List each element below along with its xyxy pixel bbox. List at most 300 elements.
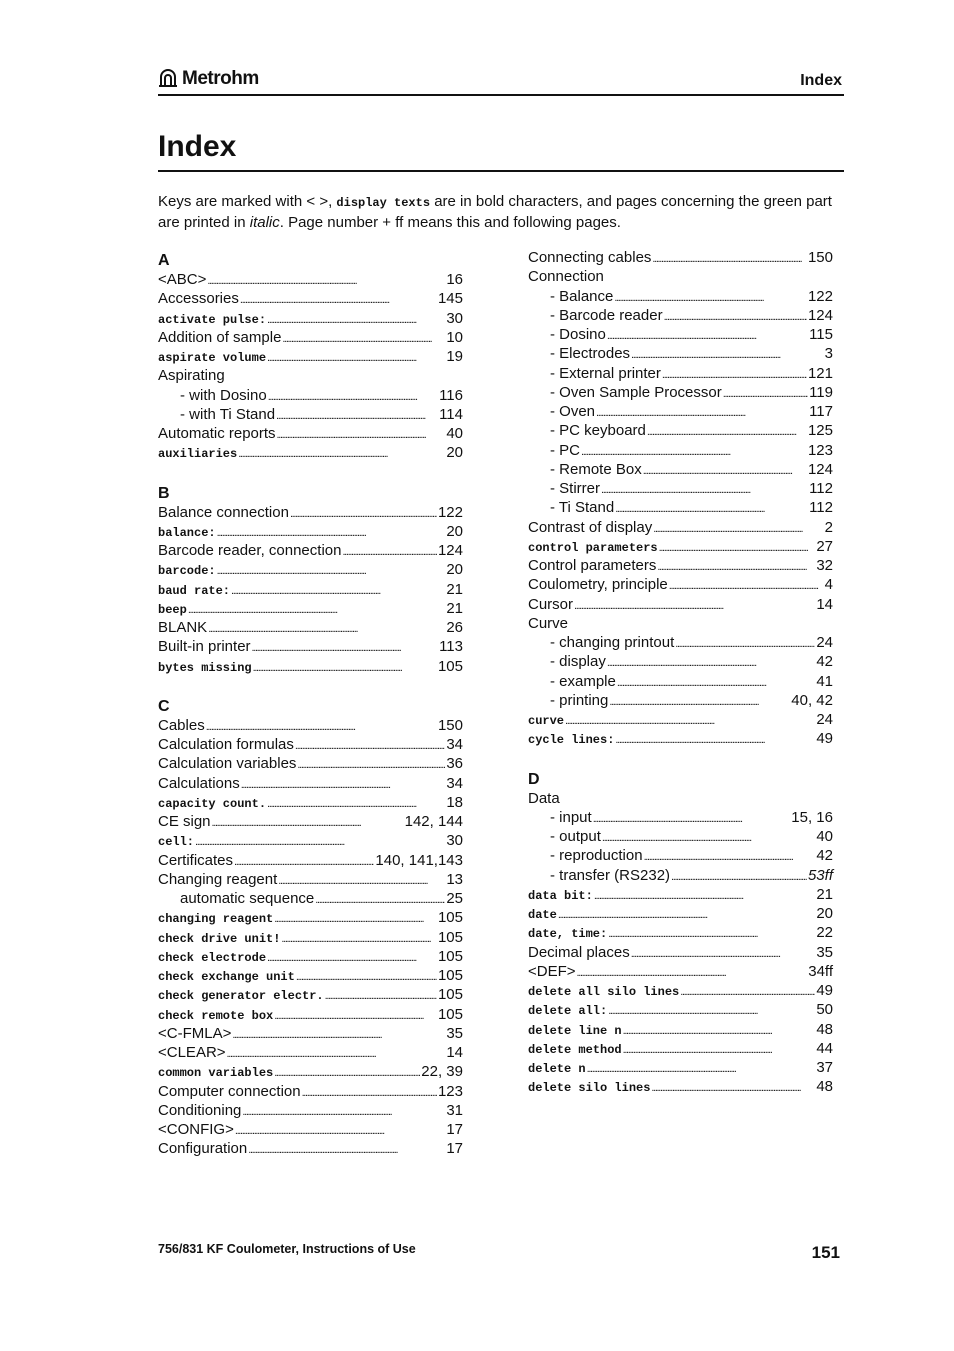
dot-leader: [608, 1001, 815, 1018]
entry-label: Certificates: [158, 851, 234, 869]
entry-page: 34: [446, 736, 463, 753]
entry-label: - printing: [550, 691, 609, 709]
entry-page: 27: [816, 537, 833, 555]
entry-label: delete all silo lines: [528, 985, 680, 999]
entry-label: balance:: [158, 525, 216, 540]
dot-leader: [267, 348, 445, 365]
page-title: Index: [158, 130, 844, 172]
entry-page: 49: [816, 730, 833, 748]
entry-page: 25: [446, 890, 463, 907]
entry-label: date, time:: [528, 927, 608, 942]
entry-page: 20: [446, 444, 463, 462]
entry-page: 3: [824, 345, 833, 363]
dot-leader: [601, 480, 808, 497]
entry-label: <ABC>: [158, 271, 207, 288]
index-section: [528, 249, 833, 750]
entry-page: 123: [437, 1082, 463, 1100]
entry-label: - Electrodes: [550, 345, 631, 363]
index-entry: [528, 634, 833, 653]
entry-label: Calculation variables: [158, 755, 297, 773]
index-entry: [528, 1078, 833, 1097]
index-entry: [158, 290, 463, 309]
index-entry: [528, 809, 833, 828]
entry-page: 31: [446, 1101, 463, 1119]
dot-leader: [274, 1006, 437, 1023]
index-entry: [528, 538, 833, 557]
entry-label: - Dosino: [550, 326, 606, 343]
entry-label: - Oven: [550, 403, 596, 420]
index-entry: [158, 813, 463, 832]
index-entry: [528, 365, 833, 384]
dot-leader: [278, 871, 445, 888]
entry-label: check electrode: [158, 950, 267, 965]
entry-page: 22: [816, 924, 833, 942]
dot-leader: [657, 557, 815, 574]
dot-leader: [631, 944, 816, 961]
entry-label: <DEF>: [528, 962, 576, 980]
dot-leader: [238, 444, 445, 461]
dot-leader: [248, 1140, 445, 1157]
entry-label: barcode:: [158, 564, 216, 579]
entry-label: Coulometry, principle: [528, 576, 668, 594]
index-entry: [528, 576, 833, 595]
index-entry: [158, 852, 463, 871]
dot-leader: [647, 422, 807, 439]
index-section: [528, 770, 833, 1098]
dot-leader: [643, 461, 807, 478]
index-entry: [158, 1025, 463, 1044]
entry-page: 105: [437, 947, 463, 965]
index-entry: [528, 615, 833, 634]
entry-label: capacity count.: [158, 796, 267, 811]
index-entry: [528, 519, 833, 538]
section-letter: D: [528, 770, 540, 788]
index-entry: [158, 523, 463, 542]
index-entry: [528, 692, 833, 711]
dot-leader: [659, 538, 816, 555]
entry-label: - Balance: [550, 287, 614, 305]
entry-page: 24: [816, 711, 833, 728]
index-entry: [158, 755, 463, 774]
index-entry: [158, 775, 463, 794]
entry-label: - PC keyboard: [550, 422, 646, 440]
entry-label: - output: [550, 828, 601, 845]
entry-page: 115: [809, 326, 833, 343]
dot-leader: [234, 852, 374, 869]
dot-leader: [593, 809, 791, 826]
index-entry: [158, 600, 463, 619]
index-entry: [528, 1021, 833, 1040]
dot-leader: [565, 711, 815, 728]
dot-leader: [235, 1121, 445, 1138]
index-entry: [158, 387, 463, 406]
dot-leader: [653, 519, 823, 536]
entry-page: 50: [816, 1001, 833, 1019]
dot-leader: [594, 886, 816, 903]
dot-leader: [207, 271, 445, 288]
dot-leader: [242, 1102, 445, 1119]
index-entry: [158, 832, 463, 851]
entry-page: 41: [816, 672, 833, 690]
dot-leader: [602, 828, 815, 845]
entry-label: cycle lines:: [528, 733, 615, 748]
section-letter: A: [158, 252, 170, 269]
entry-page: 15, 16: [791, 808, 833, 826]
entry-label: check exchange unit: [158, 970, 295, 984]
entry-label: Cursor: [528, 595, 574, 613]
entry-label: delete silo lines: [528, 1081, 651, 1096]
index-entry: [528, 326, 833, 345]
entry-page: 124: [807, 460, 833, 478]
dot-leader: [206, 717, 437, 734]
index-entry: [528, 461, 833, 480]
entry-page: 13: [446, 870, 463, 888]
entry-page: 119: [809, 383, 833, 401]
entry-page: 145: [437, 290, 463, 308]
index-section: [158, 484, 463, 677]
entry-label: Barcode reader, connection: [158, 542, 342, 559]
index-entry: [158, 619, 463, 638]
index-entry: [528, 403, 833, 422]
entry-page: 40, 42: [791, 691, 833, 709]
index-entry: [158, 658, 463, 677]
index-entry: [158, 1083, 463, 1102]
dot-leader: [574, 596, 815, 613]
entry-label: control parameters: [528, 540, 658, 555]
entry-label: Configuration: [158, 1140, 248, 1158]
index-entry: [158, 406, 463, 425]
index-entry: [158, 561, 463, 580]
entry-label: - example: [550, 672, 616, 690]
dot-leader: [608, 924, 815, 941]
intro-italic-sample: italic: [249, 214, 280, 231]
entry-page: 105: [437, 657, 463, 675]
entry-page: 124: [807, 306, 833, 324]
page-number: 151: [811, 1243, 840, 1262]
index-section: [158, 251, 463, 464]
entry-page: 150: [437, 716, 463, 734]
index-entry: [158, 948, 463, 967]
dot-leader: [208, 619, 445, 636]
entry-page: 150: [807, 249, 833, 266]
index-entry: [158, 367, 463, 386]
brand-name: Metrohm: [182, 68, 259, 89]
entry-label: - Ti Stand: [550, 499, 615, 517]
entry-label: aspirate volume: [158, 351, 267, 365]
entry-label: - reproduction: [550, 847, 643, 865]
entry-label: <C-FMLA>: [158, 1024, 232, 1042]
entry-page: 22, 39: [421, 1063, 463, 1081]
entry-page: 17: [446, 1121, 463, 1138]
entry-label: Aspirating: [158, 367, 225, 385]
entry-label: - transfer (RS232): [550, 866, 671, 884]
header-title: Index: [800, 72, 842, 89]
entry-page: 36: [446, 755, 463, 773]
index-entry: [528, 711, 833, 730]
index-entry: [528, 653, 833, 672]
index-entry: [528, 963, 833, 982]
entry-page: 48: [816, 1078, 833, 1096]
entry-page: 112: [809, 480, 833, 497]
dot-leader: [607, 326, 808, 343]
index-entry: [158, 581, 463, 600]
entry-page: 116: [439, 386, 463, 404]
entry-page: 32: [816, 557, 833, 574]
index-entry: [528, 249, 833, 268]
entry-page: 21: [816, 885, 833, 903]
intro-paragraph: [158, 192, 844, 233]
entry-page: 48: [816, 1020, 833, 1038]
dot-leader: [581, 442, 807, 459]
index-entry: [528, 828, 833, 847]
dot-leader: [217, 561, 446, 578]
entry-page: 113: [439, 638, 463, 656]
index-entry: [528, 847, 833, 866]
entry-page: 49: [816, 982, 833, 999]
entry-page: 21: [446, 599, 463, 617]
index-entry: [158, 967, 463, 986]
index-entry: [158, 1063, 463, 1082]
entry-page: 26: [446, 619, 463, 636]
entry-page: 37: [816, 1059, 833, 1076]
entry-page: 2: [824, 518, 833, 536]
dot-leader: [302, 1083, 437, 1100]
dot-leader: [671, 867, 807, 884]
dot-leader: [669, 576, 824, 593]
entry-label: - Stirrer: [550, 480, 600, 497]
entry-page: 30: [446, 832, 463, 850]
dot-leader: [587, 1059, 816, 1076]
index-entry: [158, 929, 463, 948]
entry-page: 20: [816, 905, 833, 922]
dot-leader: [241, 775, 446, 792]
entry-page: 18: [446, 793, 463, 811]
entry-label: Computer connection: [158, 1082, 301, 1100]
dot-leader: [282, 329, 445, 346]
entry-label: delete all:: [528, 1004, 608, 1019]
index-entry: [528, 442, 833, 461]
metrohm-logo-icon: [158, 69, 178, 89]
entry-page: 24: [816, 634, 833, 651]
entry-label: beep: [158, 602, 187, 617]
entry-label: common variables: [158, 1066, 274, 1081]
entry-label: BLANK: [158, 619, 208, 636]
entry-label: - with Dosino: [180, 386, 267, 404]
index-entry: [528, 730, 833, 749]
entry-label: - PC: [550, 441, 580, 459]
entry-label: delete line n: [528, 1023, 622, 1038]
entry-label: Cables: [158, 716, 205, 734]
dot-leader: [276, 406, 438, 423]
entry-page: 53ff: [807, 866, 833, 884]
dot-leader: [651, 1078, 815, 1095]
dot-leader: [664, 307, 807, 324]
index-entry: [528, 673, 833, 692]
entry-label: Connection: [528, 268, 604, 286]
dot-leader: [240, 290, 437, 307]
entry-label: Built-in printer: [158, 638, 251, 656]
entry-page: 20: [446, 561, 463, 579]
entry-label: Decimal places: [528, 943, 630, 961]
entry-label: bytes missing: [158, 660, 252, 675]
index-section: [158, 697, 463, 1160]
brand-logo: [158, 68, 259, 90]
entry-page: 121: [807, 364, 833, 382]
entry-page: 105: [437, 986, 463, 1004]
dot-leader: [268, 387, 438, 404]
index-entry: [528, 288, 833, 307]
dot-leader: [615, 730, 815, 747]
entry-label: data bit:: [528, 888, 593, 903]
index-entry: [528, 1059, 833, 1078]
index-entry: [158, 1044, 463, 1063]
dot-leader: [290, 504, 437, 521]
entry-page: 125: [807, 422, 833, 440]
entry-page: 114: [439, 405, 463, 423]
entry-label: Addition of sample: [158, 328, 282, 346]
dot-leader: [277, 425, 446, 442]
entry-label: - with Ti Stand: [180, 405, 276, 423]
index-entry: [528, 384, 833, 403]
entry-label: auxiliaries: [158, 447, 238, 462]
index-entry: [158, 444, 463, 463]
index-entry: [158, 794, 463, 813]
entry-label: Calculation formulas: [158, 736, 294, 753]
entry-label: - Barcode reader: [550, 306, 663, 324]
entry-label: Changing reagent: [158, 870, 278, 888]
index-entry: [528, 499, 833, 518]
entry-page: 40: [816, 828, 833, 845]
section-letter: C: [158, 697, 170, 715]
dot-leader: [558, 905, 816, 922]
dot-leader: [623, 1021, 816, 1038]
dot-leader: [644, 847, 816, 864]
entry-label: Curve: [528, 614, 569, 632]
entry-label: cell:: [158, 835, 195, 850]
index-entry: [528, 557, 833, 576]
entry-label: - input: [550, 808, 592, 826]
dot-leader: [274, 1063, 420, 1080]
index-column-right: [528, 249, 833, 1118]
dot-leader: [325, 986, 437, 1003]
entry-label: delete method: [528, 1042, 622, 1057]
dot-leader: [607, 653, 815, 670]
entry-page: 105: [437, 1005, 463, 1023]
entry-page: 14: [816, 595, 833, 613]
index-entry: [158, 542, 463, 561]
entry-label: Control parameters: [528, 557, 657, 574]
intro-text-1: Keys are marked with < >,: [158, 193, 337, 210]
dot-leader: [252, 638, 439, 655]
dot-leader: [267, 310, 445, 327]
intro-code-sample: display texts: [336, 196, 431, 210]
dot-leader: [723, 384, 808, 401]
index-entry: [158, 736, 463, 755]
entry-label: - Oven Sample Processor: [550, 383, 722, 401]
index-entry: [158, 717, 463, 736]
dot-leader: [295, 736, 445, 753]
section-letter: B: [158, 484, 170, 502]
index-entry: [158, 1121, 463, 1140]
dot-leader: [631, 345, 824, 362]
dot-leader: [267, 948, 437, 965]
index-entry: [528, 422, 833, 441]
entry-label: <CLEAR>: [158, 1044, 226, 1061]
dot-leader: [623, 1040, 816, 1057]
dot-leader: [296, 967, 437, 984]
entry-page: 14: [446, 1044, 463, 1061]
index-entry: [528, 924, 833, 943]
dot-leader: [195, 832, 445, 849]
entry-page: 42: [816, 653, 833, 671]
index-entry: [158, 1140, 463, 1159]
entry-page: 21: [446, 580, 463, 598]
index-entry: [528, 790, 833, 809]
entry-label: check remote box: [158, 1008, 274, 1023]
intro-text-3: . Page number + ff means this and following pages.: [279, 214, 621, 231]
entry-page: 17: [446, 1140, 463, 1158]
entry-page: 122: [807, 287, 833, 305]
dot-leader: [577, 963, 808, 980]
index-entry: [158, 425, 463, 444]
index-entry: [528, 268, 833, 287]
dot-leader: [227, 1044, 446, 1061]
index-entry: [158, 310, 463, 329]
dot-leader: [342, 542, 437, 559]
index-entry: [158, 638, 463, 657]
entry-page: 34: [446, 774, 463, 792]
entry-label: Contrast of display: [528, 518, 653, 536]
index-entry: [528, 867, 833, 886]
page-header: [158, 64, 844, 96]
entry-page: 10: [446, 328, 463, 346]
entry-page: 35: [816, 943, 833, 961]
dot-leader: [274, 909, 437, 926]
dot-leader: [281, 929, 437, 946]
index-entry: [158, 271, 463, 290]
entry-label: Accessories: [158, 290, 239, 308]
entry-label: Automatic reports: [158, 425, 276, 442]
dot-leader: [615, 499, 808, 516]
index-entry: [528, 1040, 833, 1059]
dot-leader: [614, 288, 807, 305]
entry-page: 44: [816, 1039, 833, 1057]
entry-page: 117: [809, 403, 833, 420]
index-column-left: [158, 249, 463, 1180]
footer-manual-title: 756/831 KF Coulometer, Instructions of Use: [158, 1242, 416, 1256]
dot-leader: [315, 890, 445, 907]
entry-label: changing reagent: [158, 912, 274, 927]
entry-page: 16: [446, 271, 463, 288]
entry-label: Calculations: [158, 774, 240, 792]
entry-page: 105: [437, 928, 463, 946]
dot-leader: [675, 634, 815, 651]
index-entry: [528, 905, 833, 924]
dot-leader: [217, 523, 446, 540]
entry-page: 30: [446, 309, 463, 327]
entry-page: 35: [446, 1024, 463, 1042]
dot-leader: [188, 600, 446, 617]
entry-label: date: [528, 908, 557, 922]
dot-leader: [232, 1025, 445, 1042]
entry-label: delete n: [528, 1062, 586, 1076]
entry-page: 4: [824, 576, 833, 594]
entry-page: 123: [807, 441, 833, 459]
entry-page: 112: [809, 499, 833, 517]
index-entry: [158, 1102, 463, 1121]
dot-leader: [596, 403, 808, 420]
dot-leader: [609, 692, 790, 709]
